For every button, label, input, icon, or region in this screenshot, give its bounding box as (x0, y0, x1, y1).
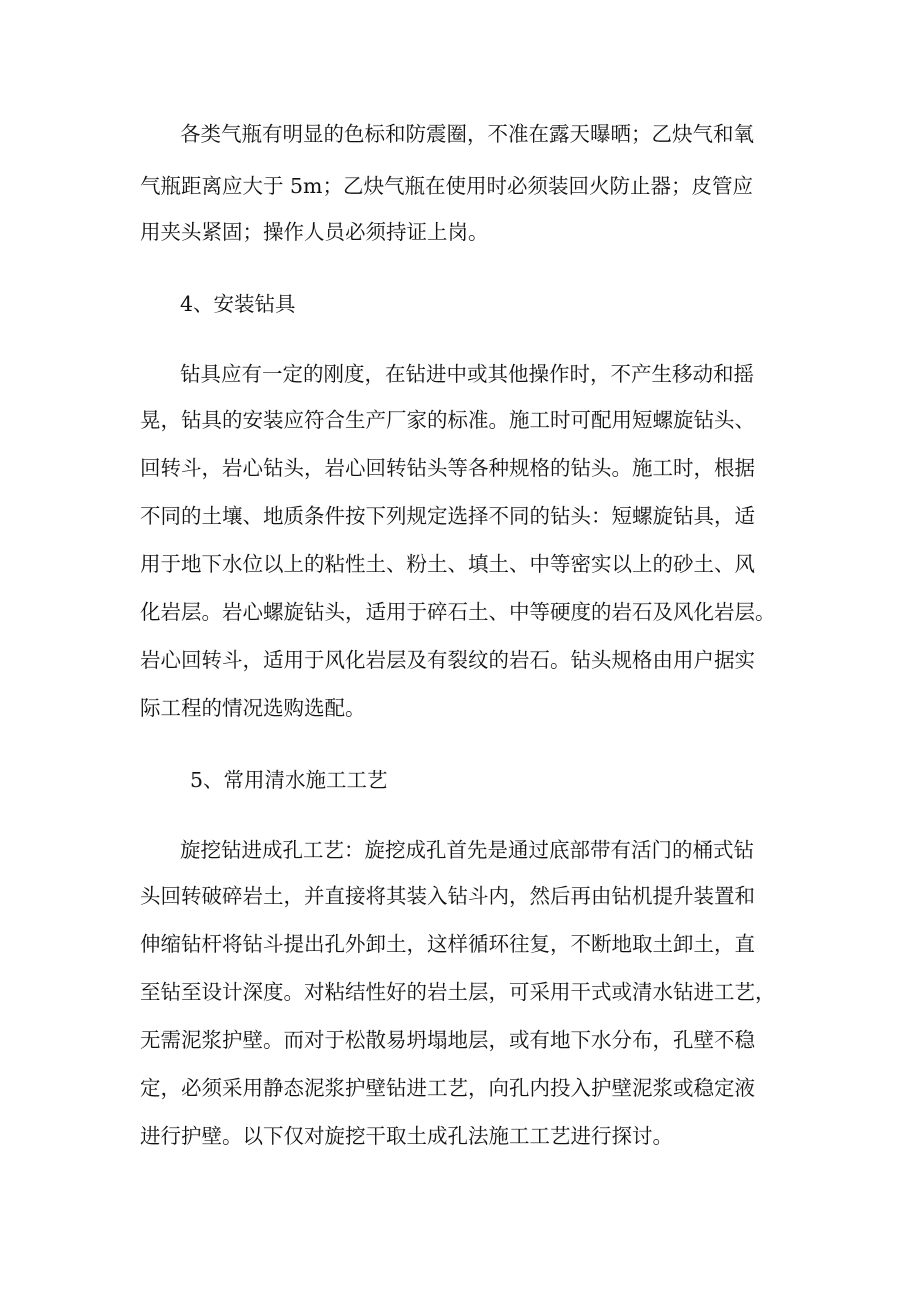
text-line: 旋挖钻进成孔工艺：旋挖成孔首先是通过底部带有活门的桶式钻 (180, 838, 754, 862)
text-line: 进行护壁。以下仅对旋挖干取土成孔法施工工艺进行探讨。 (140, 1124, 673, 1148)
text-line: 气瓶距离应大于 5m；乙炔气瓶在使用时必须装回火防止器；皮管应 (140, 174, 753, 198)
text-line: 化岩层。岩心螺旋钻头，适用于碎石土、中等硬度的岩石及风化岩层。 (140, 600, 776, 624)
text-line: 际工程的情况选购选配。 (140, 696, 366, 720)
text-line: 至钻至设计深度。对粘结性好的岩土层，可采用干式或清水钻进工艺， (140, 980, 776, 1004)
text-line: 回转斗，岩心钻头，岩心回转钻头等各种规格的钻头。施工时，根据 (140, 456, 755, 480)
text-line: 各类气瓶有明显的色标和防震圈，不准在露天曝晒；乙炔气和氧 (180, 122, 754, 146)
text-line: 晃，钻具的安装应符合生产厂家的标准。施工时可配用短螺旋钻头、 (140, 408, 755, 432)
section-heading-install-drill: 4、安装钻具 (180, 292, 296, 316)
text-line: 不同的土壤、地质条件按下列规定选择不同的钻头：短螺旋钻具，适 (140, 504, 755, 528)
text-line: 伸缩钻杆将钻斗提出孔外卸土，这样循环往复，不断地取土卸土，直 (140, 932, 755, 956)
text-line: 用夹头紧固；操作人员必须持证上岗。 (140, 220, 489, 244)
text-line: 定，必须采用静态泥浆护壁钻进工艺，向孔内投入护壁泥浆或稳定液 (140, 1076, 755, 1100)
text-line: 用于地下水位以上的粘性土、粉土、填土、中等密实以上的砂土、风 (140, 552, 755, 576)
text-line: 头回转破碎岩土，并直接将其装入钻斗内，然后再由钻机提升装置和 (140, 884, 755, 908)
text-line: 岩心回转斗，适用于风化岩层及有裂纹的岩石。钻头规格由用户据实 (140, 648, 755, 672)
text-line: 钻具应有一定的刚度，在钻进中或其他操作时，不产生移动和摇 (180, 362, 754, 386)
text-line: 无需泥浆护壁。而对于松散易坍塌地层，或有地下水分布，孔壁不稳 (140, 1028, 755, 1052)
section-heading-clear-water-process: 5、常用清水施工工艺 (190, 768, 388, 792)
